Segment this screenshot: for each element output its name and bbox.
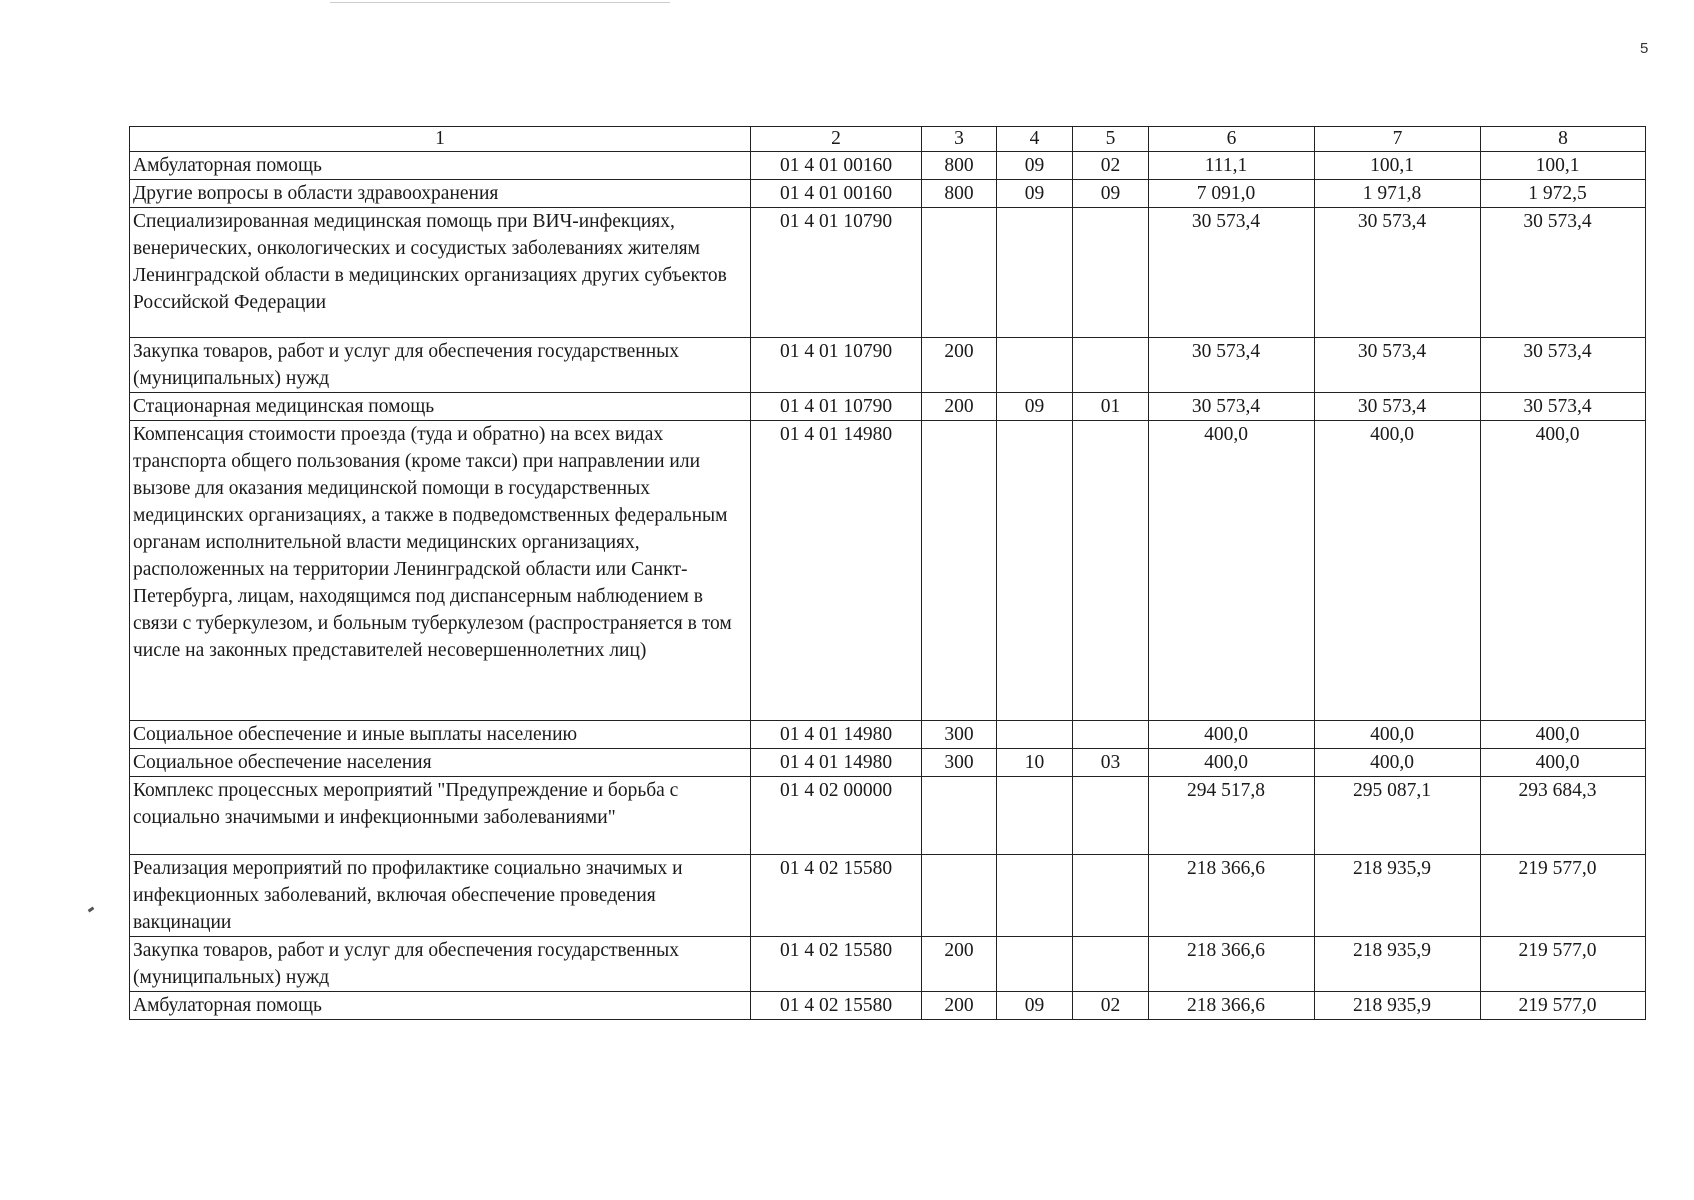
table-header-row [130,127,1646,152]
row-subsection [1073,338,1149,393]
row-subsection [1073,777,1149,855]
table-row [130,152,1646,180]
row-expense-type: 300 [922,721,997,749]
row-value-6: 400,0 [1149,749,1315,777]
table-row [130,777,1646,855]
row-value-7: 218 935,9 [1315,855,1481,937]
row-value-8: 30 573,4 [1481,338,1646,393]
row-section: 09 [997,152,1073,180]
header-cell-4: 4 [997,127,1073,152]
row-section: 09 [997,180,1073,208]
row-value-8: 219 577,0 [1481,992,1646,1020]
budget-table [129,126,1646,1020]
row-value-7: 100,1 [1315,152,1481,180]
row-value-7: 30 573,4 [1315,393,1481,421]
row-expense-type [922,777,997,855]
row-value-8: 400,0 [1481,721,1646,749]
row-code: 01 4 01 00160 [751,152,922,180]
header-cell-2: 2 [751,127,922,152]
row-name: Стационарная медицинская помощь [130,393,751,421]
row-expense-type: 300 [922,749,997,777]
row-section [997,937,1073,992]
row-subsection [1073,721,1149,749]
row-value-7: 400,0 [1315,421,1481,721]
row-expense-type: 200 [922,992,997,1020]
row-subsection [1073,855,1149,937]
row-section [997,777,1073,855]
row-section [997,208,1073,338]
row-subsection: 02 [1073,152,1149,180]
row-subsection: 02 [1073,992,1149,1020]
row-value-8: 100,1 [1481,152,1646,180]
row-section [997,421,1073,721]
row-name: Социальное обеспечение населения [130,749,751,777]
row-subsection [1073,421,1149,721]
row-code: 01 4 01 10790 [751,338,922,393]
row-value-8: 219 577,0 [1481,937,1646,992]
row-code: 01 4 01 10790 [751,208,922,338]
scan-artifact-mark [88,907,95,913]
row-name: Другие вопросы в области здравоохранения [130,180,751,208]
header-cell-7: 7 [1315,127,1481,152]
row-code: 01 4 01 14980 [751,721,922,749]
row-code: 01 4 01 14980 [751,749,922,777]
table-row [130,421,1646,721]
row-section: 09 [997,992,1073,1020]
row-name: Закупка товаров, работ и услуг для обеспечения государственных (муниципальных) нужд [130,338,751,393]
row-section [997,855,1073,937]
row-value-8: 219 577,0 [1481,855,1646,937]
row-value-6: 30 573,4 [1149,338,1315,393]
table-row [130,855,1646,937]
row-expense-type: 200 [922,393,997,421]
row-value-8: 30 573,4 [1481,208,1646,338]
row-expense-type: 200 [922,937,997,992]
row-value-7: 30 573,4 [1315,208,1481,338]
row-name: Закупка товаров, работ и услуг для обеспечения государственных (муниципальных) нужд [130,937,751,992]
header-cell-5: 5 [1073,127,1149,152]
header-cell-8: 8 [1481,127,1646,152]
row-name: Комплекс процессных мероприятий "Предупреждение и борьба с социально значимыми и инфекционными заболеваниями" [130,777,751,855]
row-value-6: 111,1 [1149,152,1315,180]
row-value-7: 218 935,9 [1315,992,1481,1020]
row-section [997,721,1073,749]
row-expense-type: 800 [922,152,997,180]
row-value-6: 30 573,4 [1149,393,1315,421]
row-value-6: 294 517,8 [1149,777,1315,855]
row-subsection: 09 [1073,180,1149,208]
table-row [130,393,1646,421]
row-name: Амбулаторная помощь [130,992,751,1020]
row-value-7: 218 935,9 [1315,937,1481,992]
row-code: 01 4 01 14980 [751,421,922,721]
row-value-8: 1 972,5 [1481,180,1646,208]
row-value-7: 1 971,8 [1315,180,1481,208]
table-row [130,937,1646,992]
row-subsection [1073,208,1149,338]
row-value-6: 218 366,6 [1149,992,1315,1020]
row-value-6: 30 573,4 [1149,208,1315,338]
header-cell-1: 1 [130,127,751,152]
table-row [130,338,1646,393]
row-value-8: 400,0 [1481,749,1646,777]
row-section [997,338,1073,393]
row-value-7: 30 573,4 [1315,338,1481,393]
row-value-7: 295 087,1 [1315,777,1481,855]
row-value-6: 218 366,6 [1149,937,1315,992]
header-cell-3: 3 [922,127,997,152]
row-name: Реализация мероприятий по профилактике социально значимых и инфекционных заболеваний, включая обеспечение проведения вакцинации [130,855,751,937]
row-expense-type: 800 [922,180,997,208]
table-row [130,180,1646,208]
page-number: 5 [1640,40,1649,57]
scan-artifact-line [330,2,670,3]
row-subsection: 01 [1073,393,1149,421]
row-value-8: 293 684,3 [1481,777,1646,855]
row-value-8: 400,0 [1481,421,1646,721]
row-name: Социальное обеспечение и иные выплаты населению [130,721,751,749]
row-value-6: 400,0 [1149,421,1315,721]
table-row [130,208,1646,338]
row-value-7: 400,0 [1315,749,1481,777]
table-row [130,721,1646,749]
row-value-6: 7 091,0 [1149,180,1315,208]
row-name: Компенсация стоимости проезда (туда и обратно) на всех видах транспорта общего пользования (кроме такси) при направлении или вызове для оказания медицинской помощи в государственных медицинских организациях, а также в подведомственных федеральным органам исполнительной власти медицинских организациях, расположенных на территории Ленинградской области или Санкт-Петербурга, лицам, находящимся под диспансерным наблюдением в связи с туберкулезом, и больным туберкулезом (распространяется в том числе на законных представителей несовершеннолетних лиц) [130,421,751,721]
table-row [130,749,1646,777]
row-expense-type: 200 [922,338,997,393]
row-code: 01 4 02 15580 [751,855,922,937]
header-cell-6: 6 [1149,127,1315,152]
row-value-8: 30 573,4 [1481,393,1646,421]
row-section: 10 [997,749,1073,777]
row-expense-type [922,208,997,338]
row-code: 01 4 01 10790 [751,393,922,421]
row-value-6: 218 366,6 [1149,855,1315,937]
row-code: 01 4 01 00160 [751,180,922,208]
row-expense-type [922,421,997,721]
row-name: Амбулаторная помощь [130,152,751,180]
row-value-6: 400,0 [1149,721,1315,749]
row-name: Специализированная медицинская помощь при ВИЧ-инфекциях, венерических, онкологических и сосудистых заболеваниях жителям Ленинградской области в медицинских организациях других субъектов Российской Федерации [130,208,751,338]
row-value-7: 400,0 [1315,721,1481,749]
row-code: 01 4 02 00000 [751,777,922,855]
row-subsection: 03 [1073,749,1149,777]
row-subsection [1073,937,1149,992]
row-code: 01 4 02 15580 [751,937,922,992]
row-section: 09 [997,393,1073,421]
row-code: 01 4 02 15580 [751,992,922,1020]
table-row [130,992,1646,1020]
row-expense-type [922,855,997,937]
